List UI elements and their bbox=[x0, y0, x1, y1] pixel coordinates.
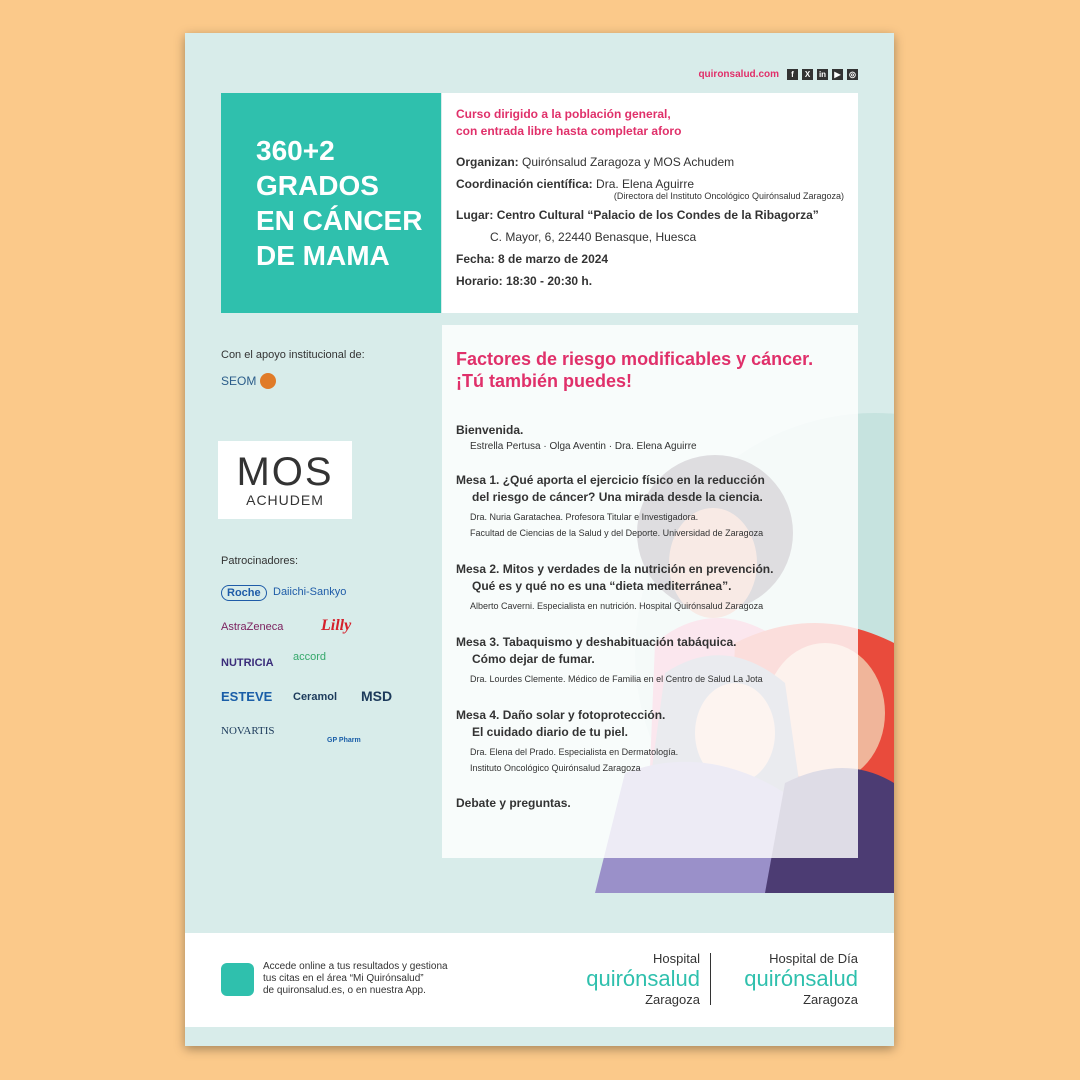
program-title bbox=[456, 348, 844, 392]
intro-line: con entrada libre hasta completar aforo bbox=[456, 124, 682, 138]
day-hospital-city: Zaragoza bbox=[803, 992, 858, 1007]
organizers bbox=[456, 154, 844, 170]
accord-logo: accord bbox=[293, 651, 327, 663]
roche-logo: Roche bbox=[221, 585, 267, 601]
coordination bbox=[456, 176, 844, 192]
astrazeneca-logo: AstraZeneca bbox=[221, 621, 284, 633]
mesa-heading: Mesa 1. ¿Qué aporta el ejercicio físico en la reducción bbox=[456, 473, 765, 487]
event-title bbox=[256, 133, 422, 273]
welcome-heading: Bienvenida. bbox=[456, 423, 524, 437]
ceramol-logo: Ceramol bbox=[293, 691, 338, 703]
mesa-heading: del riesgo de cáncer? Una mirada desde la ciencia. bbox=[472, 490, 763, 504]
youtube-icon[interactable]: ▶ bbox=[832, 69, 843, 80]
mesa-heading: Cómo dejar de fumar. bbox=[472, 652, 595, 666]
footer bbox=[185, 933, 894, 1027]
coordination-note: (Directora del Instituto Oncológico Quirónsalud Zaragoza) bbox=[613, 191, 844, 201]
gp-pharm-logo: GP Pharm bbox=[327, 737, 361, 744]
schedule-label: Horario: bbox=[456, 274, 503, 288]
date bbox=[456, 251, 844, 267]
intro-text bbox=[456, 106, 844, 140]
venue-label: Lugar: bbox=[456, 208, 494, 222]
schedule bbox=[456, 273, 844, 289]
app-line: de quironsalud.es, o en nuestra App. bbox=[263, 985, 426, 996]
mesa-speaker-line: Dra. Lourdes Clemente. Médico de Familia en el Centro de Salud La Jota bbox=[470, 674, 763, 684]
program-panel bbox=[442, 325, 858, 858]
site-link[interactable]: quironsalud.com bbox=[698, 69, 779, 80]
venue bbox=[456, 207, 844, 223]
mesa-heading: Mesa 2. Mitos y verdades de la nutrición en prevención. bbox=[456, 562, 774, 576]
mesa-item bbox=[456, 707, 844, 776]
program-title-line: ¡Tú también puedes! bbox=[456, 371, 633, 391]
mesa-heading: Mesa 3. Tabaquismo y deshabituación tabáquica. bbox=[456, 635, 737, 649]
title-box bbox=[221, 93, 441, 313]
title-line: 360+2 bbox=[256, 135, 335, 166]
mesa-speaker-line: Instituto Oncológico Quirónsalud Zaragoza bbox=[470, 763, 641, 773]
title-line: EN CÁNCER bbox=[256, 205, 423, 236]
mesa-heading: Mesa 4. Daño solar y fotoprotección. bbox=[456, 708, 666, 722]
venue-address: C. Mayor, 6, 22440 Benasque, Huesca bbox=[490, 230, 697, 244]
instagram-icon[interactable]: ◎ bbox=[847, 69, 858, 80]
facebook-icon[interactable]: f bbox=[787, 69, 798, 80]
day-hospital-logo bbox=[744, 951, 858, 1007]
mos-achudem-logo bbox=[218, 441, 352, 519]
mesa-speaker bbox=[456, 744, 844, 776]
mesa-speaker-line: Dra. Nuria Garatachea. Profesora Titular e Investigadora. bbox=[470, 512, 699, 522]
program-title-line: Factores de riesgo modificables y cáncer. bbox=[456, 349, 814, 369]
top-bar bbox=[698, 69, 858, 80]
organizers-label: Organizan: bbox=[456, 155, 519, 169]
mesa-item bbox=[456, 634, 844, 687]
mesa-item bbox=[456, 561, 844, 614]
seom-logo bbox=[221, 373, 276, 389]
coordination-label: Coordinación científica: bbox=[456, 177, 593, 191]
intro-line: Curso dirigido a la población general, bbox=[456, 107, 671, 121]
day-hospital-label: Hospital de Día bbox=[769, 951, 858, 966]
esteve-logo: ESTEVE bbox=[221, 689, 273, 704]
closing-item: Debate y preguntas. bbox=[456, 796, 571, 810]
hospital-logo bbox=[586, 951, 700, 1007]
seom-badge-icon bbox=[260, 373, 276, 389]
title-line: DE MAMA bbox=[256, 240, 390, 271]
app-promo bbox=[263, 961, 448, 997]
mesa-speaker bbox=[456, 509, 844, 541]
coordination-value: Dra. Elena Aguirre bbox=[596, 177, 695, 191]
mesa-speaker-line: Dra. Elena del Prado. Especialista en Dermatología. bbox=[470, 747, 679, 757]
mos-text: MOS bbox=[236, 450, 334, 494]
hospital-brand: quirónsalud bbox=[586, 966, 700, 991]
schedule-value: 18:30 - 20:30 h. bbox=[506, 274, 593, 288]
date-value: 8 de marzo de 2024 bbox=[498, 252, 609, 266]
support-label: Con el apoyo institucional de: bbox=[221, 349, 365, 361]
achudem-text: ACHUDEM bbox=[246, 492, 324, 508]
day-hospital-brand: quirónsalud bbox=[744, 966, 858, 991]
novartis-logo: NOVARTIS bbox=[221, 725, 275, 737]
footer-divider bbox=[710, 953, 711, 1005]
quironsalud-app-icon[interactable] bbox=[221, 963, 254, 996]
lilly-logo: Lilly bbox=[321, 617, 352, 634]
mesa-speaker-line: Alberto Caverni. Especialista en nutrición. Hospital Quirónsalud Zaragoza bbox=[470, 601, 764, 611]
seom-text: SEOM bbox=[221, 374, 257, 388]
app-line: tus citas en el área “Mi Quirónsalud” bbox=[263, 973, 424, 984]
welcome-item bbox=[456, 422, 844, 452]
mesa-heading: Qué es y qué no es una “dieta mediterránea”. bbox=[472, 579, 732, 593]
title-line: GRADOS bbox=[256, 170, 379, 201]
poster bbox=[185, 33, 894, 1046]
app-line: Accede online a tus resultados y gestiona bbox=[263, 961, 448, 972]
mesa-item bbox=[456, 472, 844, 541]
venue-value: Centro Cultural “Palacio de los Condes de la Ribagorza” bbox=[496, 208, 819, 222]
hospital-label: Hospital bbox=[653, 951, 700, 966]
mesa-speaker bbox=[456, 671, 844, 687]
date-label: Fecha: bbox=[456, 252, 495, 266]
nutricia-logo: NUTRICIA bbox=[221, 657, 274, 669]
welcome-speakers: Estrella Pertusa · Olga Aventin · Dra. Elena Aguirre bbox=[470, 441, 697, 452]
hospital-city: Zaragoza bbox=[645, 992, 700, 1007]
mesa-speaker bbox=[456, 598, 844, 614]
linkedin-icon[interactable]: in bbox=[818, 70, 827, 79]
mesa-speaker-line: Facultad de Ciencias de la Salud y del Deporte. Universidad de Zaragoza bbox=[470, 528, 764, 538]
daiichi-logo: Daiichi-Sankyo bbox=[273, 586, 347, 598]
mesa-heading: El cuidado diario de tu piel. bbox=[472, 725, 629, 739]
sponsors-label: Patrocinadores: bbox=[221, 555, 299, 567]
event-info bbox=[442, 93, 858, 313]
x-icon[interactable]: X bbox=[802, 69, 813, 80]
organizers-value: Quirónsalud Zaragoza y MOS Achudem bbox=[522, 155, 735, 169]
msd-logo: MSD bbox=[361, 688, 393, 704]
